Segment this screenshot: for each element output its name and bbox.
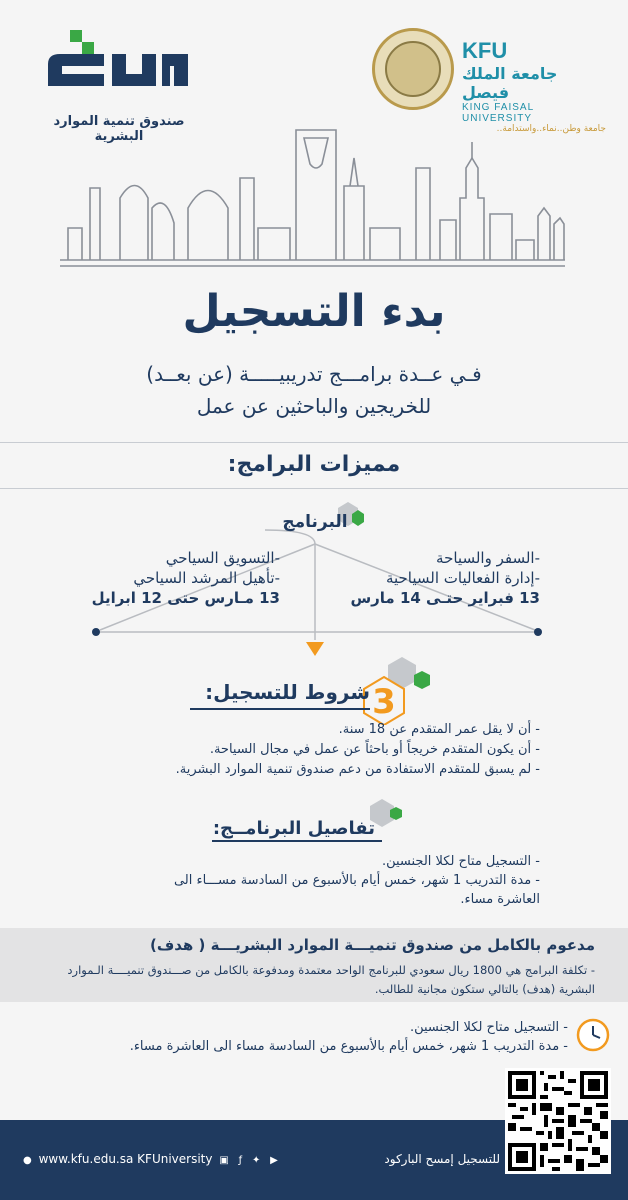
footer-scan-text: للتسجيل إمسح الباركود: [384, 1152, 500, 1166]
details-title: تفاصيل البرنامــج:: [212, 818, 375, 839]
hadaf-logo: [34, 24, 204, 144]
list-item: - مدة التدريب 1 شهر، خمس أيام بالأسبوع من السادسة مســـاء الى العاشرة مساء.: [173, 873, 540, 907]
schedule-list: [28, 1018, 568, 1056]
facebook-icon[interactable]: ƒ: [238, 1155, 243, 1166]
list-item: - أن يكون المتقدم خريجاً أو باحثاً عن عمل في مجال السياحة.: [209, 742, 540, 757]
kfu-name-en: KING FAISAL UNIVERSITY: [462, 102, 534, 124]
program-track-tourism-travel: [330, 548, 540, 608]
track-line: -تأهيل المرشد السياحي: [133, 569, 280, 587]
instagram-icon[interactable]: ▣: [219, 1155, 229, 1166]
kfu-abbr: KFU: [462, 38, 508, 63]
list-item: - التسجيل متاح لكلا الجنسين.: [409, 1020, 568, 1035]
divider: [0, 488, 628, 489]
features-title: مميزات البرامج:: [227, 452, 401, 477]
conditions-number: 3: [372, 682, 396, 722]
kfu-tagline: جامعة وطن..نماء..واستدامة..: [496, 124, 606, 134]
conditions-list: [100, 720, 540, 780]
program-track-tourism-marketing: [70, 548, 280, 608]
list-item: - مدة التدريب 1 شهر، خمس أيام بالأسبوع من السادسة مساء الى العاشرة مساء.: [129, 1039, 568, 1054]
details-list: [140, 852, 540, 909]
globe-icon: ●: [23, 1155, 32, 1166]
track-date: 13 فبراير حتـى 14 مارس: [350, 589, 540, 607]
conditions-number-badge: [360, 655, 440, 725]
conditions-title: شروط للتسجيل:: [205, 680, 370, 704]
list-item: - أن لا يقل عمر المتقدم عن 18 سنة.: [338, 722, 540, 737]
program-heading: البرنامج: [282, 512, 348, 532]
divider: [0, 442, 628, 443]
registration-qr-code[interactable]: [505, 1068, 611, 1174]
subtitle-programs: فـي عــدة برامـــج تدريبيـــــة (عن بعــد): [146, 362, 482, 386]
clock-icon: [576, 1018, 610, 1052]
hadaf-caption: صندوق تنمية الموارد البشرية: [53, 114, 185, 144]
handle-text: KFUniversity: [137, 1152, 213, 1166]
conditions-underline: [190, 708, 370, 710]
list-item: - لم يسبق للمتقدم الاستفادة من دعم صندوق تنمية الموارد البشرية.: [175, 762, 540, 777]
track-line: -السفر والسياحة: [436, 549, 540, 567]
funded-title: مدعوم بالكامل من صندوق تنميـــة الموارد البشريـــة ( هدف): [149, 936, 595, 954]
track-line: -التسويق السياحي: [165, 549, 280, 567]
hadaf-logo-mark: [42, 28, 192, 88]
list-item: - التسجيل متاح لكلا الجنسين.: [381, 854, 540, 869]
funded-text: - تكلفة البرامج هي 1800 ريال سعودي للبرنامج الواحد معتمدة ومدفوعة بالكامل من صـــندوق تنميــــة الـموارد البشرية (هدف) بالتالي ستكون مجانية للطالب.: [67, 963, 595, 996]
kfu-seal-icon: [372, 28, 454, 110]
footer-social: [20, 1152, 320, 1166]
page-title: بدء التسجيل: [182, 286, 446, 337]
track-date: 13 مـارس حتى 12 ابرايل: [91, 589, 280, 607]
city-skyline-illustration: [60, 128, 570, 273]
details-underline: [212, 840, 382, 842]
kfu-name-ar: جامعة الملك فيصل: [462, 64, 558, 102]
track-line: -إدارة الفعاليات السياحية: [385, 569, 540, 587]
website-link[interactable]: www.kfu.edu.sa: [38, 1152, 134, 1166]
youtube-icon[interactable]: ▶: [270, 1155, 278, 1166]
twitter-icon[interactable]: ✦: [251, 1155, 261, 1166]
kfu-logo: [368, 24, 608, 134]
subtitle-audience: للخريجين والباحثين عن عمل: [196, 394, 432, 418]
